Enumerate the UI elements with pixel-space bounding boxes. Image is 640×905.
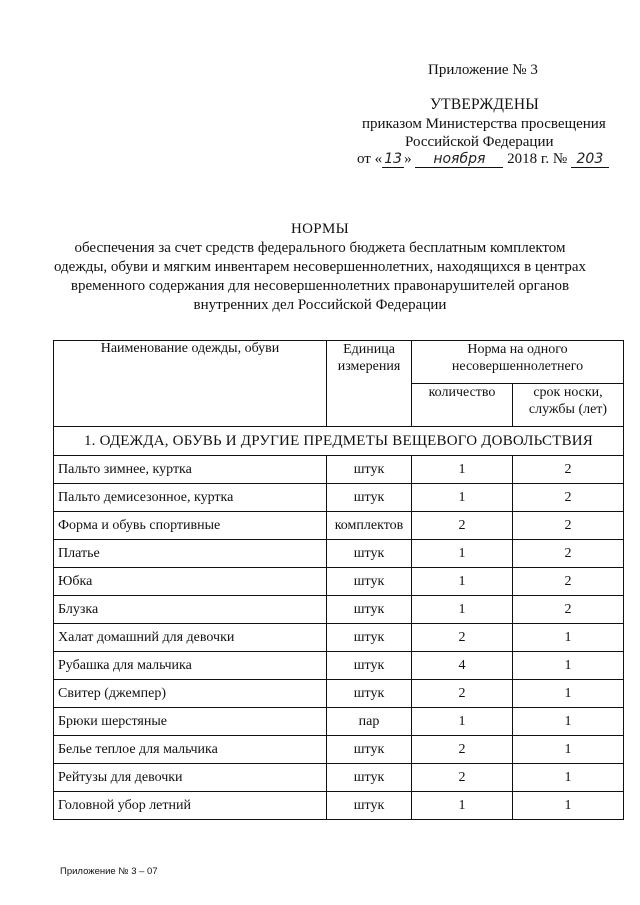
row-term-cell: 2: [513, 456, 624, 484]
title-line-3: временного содержания для несовершеннолетних правонарушителей органов: [70, 278, 570, 294]
row-qty-cell: 2: [412, 512, 513, 540]
row-name-cell: Рейтузы для девочки: [54, 764, 327, 792]
row-qty-cell: 2: [412, 764, 513, 792]
row-term-cell: 2: [513, 596, 624, 624]
row-term-cell: 1: [513, 680, 624, 708]
table-row: [54, 484, 624, 512]
row-name-cell: Головной убор летний: [54, 792, 327, 820]
row-name-cell: Свитер (джемпер): [54, 680, 327, 708]
page-footer: Приложение № 3 – 07: [60, 866, 158, 877]
row-qty-cell: 2: [412, 736, 513, 764]
row-name-cell: Юбка: [54, 568, 327, 596]
order-month: ноября: [415, 151, 503, 168]
order-from-text: от «: [357, 151, 383, 167]
row-qty-cell: 1: [412, 456, 513, 484]
section-row: [54, 427, 624, 456]
order-day: 13: [382, 151, 404, 168]
norms-table: [53, 340, 624, 820]
section-title: 1. ОДЕЖДА, ОБУВЬ И ДРУГИЕ ПРЕДМЕТЫ ВЕЩЕВОГО ДОВОЛЬСТВИЯ: [54, 427, 624, 456]
row-qty-cell: 2: [412, 680, 513, 708]
row-term-cell: 1: [513, 708, 624, 736]
col-header-name: Наименование одежды, обуви: [54, 341, 327, 427]
row-term-cell: 2: [513, 540, 624, 568]
col-header-qty: количество: [412, 384, 513, 427]
table-row: [54, 624, 624, 652]
appendix-label: Приложение № 3: [428, 62, 538, 78]
table-row: [54, 792, 624, 820]
order-date-line: [357, 151, 609, 168]
table-body: [54, 456, 624, 820]
row-name-cell: Пальто зимнее, куртка: [54, 456, 327, 484]
table-row: [54, 540, 624, 568]
row-term-cell: 1: [513, 652, 624, 680]
title-line-2: одежды, обуви и мягким инвентарем несовершеннолетних, находящихся в центрах: [53, 259, 587, 275]
row-name-cell: Пальто демисезонное, куртка: [54, 484, 327, 512]
order-mid-text: »: [404, 151, 412, 167]
row-qty-cell: 4: [412, 652, 513, 680]
row-unit-cell: штук: [327, 540, 412, 568]
table-row: [54, 652, 624, 680]
title-line-4: внутренних дел Российской Федерации: [193, 297, 447, 313]
row-name-cell: Белье теплое для мальчика: [54, 736, 327, 764]
row-unit-cell: пар: [327, 708, 412, 736]
row-qty-cell: 1: [412, 596, 513, 624]
col-header-term: срок носки, службы (лет): [513, 384, 624, 427]
row-qty-cell: 1: [412, 568, 513, 596]
table-row: [54, 456, 624, 484]
row-term-cell: 2: [513, 484, 624, 512]
row-unit-cell: штук: [327, 680, 412, 708]
row-term-cell: 1: [513, 792, 624, 820]
row-unit-cell: комплектов: [327, 512, 412, 540]
row-qty-cell: 1: [412, 792, 513, 820]
row-qty-cell: 1: [412, 540, 513, 568]
row-name-cell: Брюки шерстяные: [54, 708, 327, 736]
col-header-norm: Норма на одного несовершеннолетнего: [412, 341, 624, 384]
row-unit-cell: штук: [327, 792, 412, 820]
row-unit-cell: штук: [327, 596, 412, 624]
row-name-cell: Халат домашний для девочки: [54, 624, 327, 652]
row-unit-cell: штук: [327, 652, 412, 680]
order-line-2: Российской Федерации: [405, 134, 554, 150]
order-number: 203: [571, 151, 609, 168]
row-name-cell: Рубашка для мальчика: [54, 652, 327, 680]
order-year-text: 2018 г. №: [507, 151, 568, 167]
table-row: [54, 764, 624, 792]
row-qty-cell: 2: [412, 624, 513, 652]
table-header-row: [54, 341, 624, 384]
table-row: [54, 512, 624, 540]
row-name-cell: Блузка: [54, 596, 327, 624]
row-qty-cell: 1: [412, 484, 513, 512]
table-row: [54, 680, 624, 708]
table-row: [54, 568, 624, 596]
table-row: [54, 708, 624, 736]
row-unit-cell: штук: [327, 736, 412, 764]
row-term-cell: 1: [513, 764, 624, 792]
row-unit-cell: штук: [327, 624, 412, 652]
order-line-1: приказом Министерства просвещения: [362, 116, 606, 132]
row-term-cell: 1: [513, 736, 624, 764]
row-qty-cell: 1: [412, 708, 513, 736]
row-term-cell: 1: [513, 624, 624, 652]
row-unit-cell: штук: [327, 568, 412, 596]
row-name-cell: Платье: [54, 540, 327, 568]
document-title: [0, 220, 640, 315]
col-header-unit: Единица измерения: [327, 341, 412, 427]
table-row: [54, 596, 624, 624]
approved-label: УТВЕРЖДЕНЫ: [430, 96, 539, 113]
title-heading: НОРМЫ: [291, 221, 349, 237]
row-term-cell: 2: [513, 512, 624, 540]
table-row: [54, 736, 624, 764]
row-unit-cell: штук: [327, 456, 412, 484]
row-term-cell: 2: [513, 568, 624, 596]
row-name-cell: Форма и обувь спортивные: [54, 512, 327, 540]
row-unit-cell: штук: [327, 484, 412, 512]
title-line-1: обеспечения за счет средств федерального бюджета бесплатным комплектом: [74, 240, 566, 256]
row-unit-cell: штук: [327, 764, 412, 792]
